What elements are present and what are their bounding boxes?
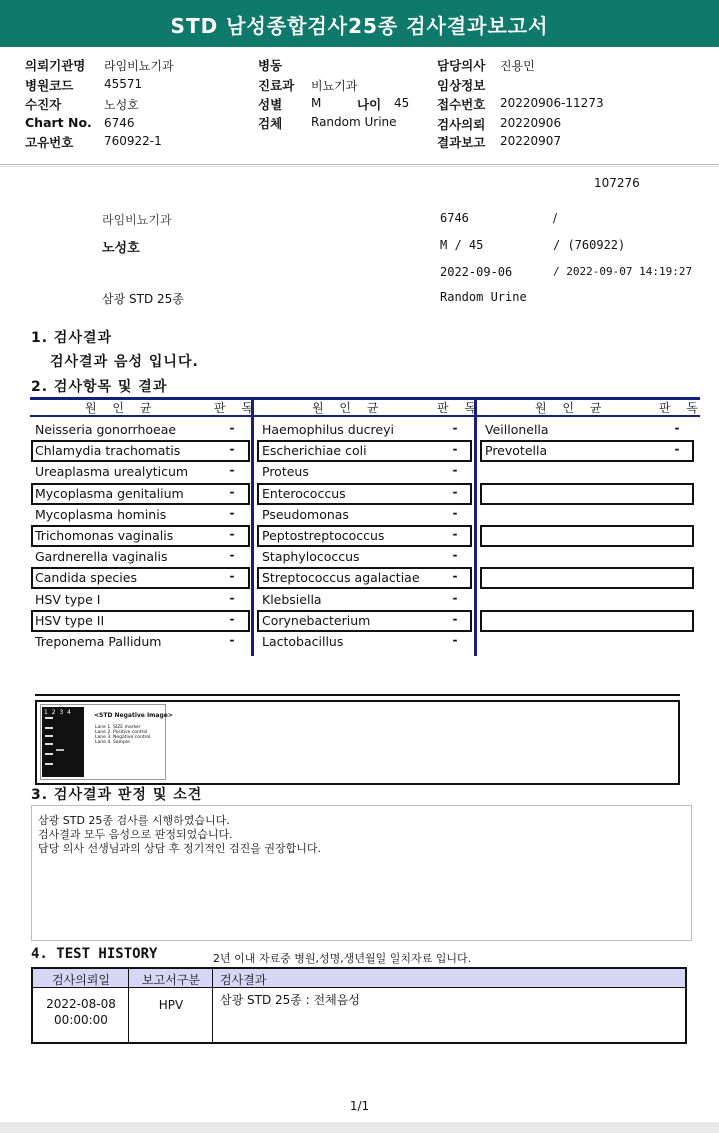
organism-name: Neisseria gonorrhoeae <box>35 422 177 437</box>
organism-result: - <box>452 548 458 563</box>
info-value: 45571 <box>104 77 143 91</box>
organism-result: - <box>452 484 458 499</box>
gel-top-rule <box>35 694 680 696</box>
gel-legend-item: Lane 2. Positive control <box>95 730 148 735</box>
section1-title: 1. 검사결과 <box>31 330 113 346</box>
organism-name: Pseudomonas <box>262 506 349 522</box>
summary-sex-age: M / 45 <box>440 238 484 252</box>
info-label: Chart No. <box>25 115 92 130</box>
findings-line: 담당 의사 선생님과의 상담 후 정기적인 검진을 권장합니다. <box>38 842 321 855</box>
organism-name: Peptostreptococcus <box>262 528 385 543</box>
report-title: STD 남성종합검사25종 검사결과보고서 <box>170 14 549 38</box>
info-label: 검체 <box>258 116 283 131</box>
info-value: 진용민 <box>500 59 535 73</box>
summary-patient: 노성호 <box>102 241 140 256</box>
organism-name: Escherichiae coli <box>262 443 367 459</box>
info-value: 20220906 <box>500 116 562 130</box>
organism-result: - <box>229 442 235 457</box>
organism-name: Gardnerella vaginalis <box>35 549 168 565</box>
gel-legend <box>95 725 150 745</box>
table-column-separator <box>474 397 477 656</box>
info-label: 나이 <box>357 97 382 112</box>
summary-hospital: 라임비뇨기과 <box>102 213 172 227</box>
info-value: 6746 <box>104 116 135 130</box>
summary-number: 107276 <box>594 176 640 190</box>
page-number: 1/1 <box>349 1099 370 1113</box>
info-value: 노성호 <box>104 98 139 112</box>
organism-result: - <box>229 505 235 520</box>
history-row-time: 00:00:00 <box>54 1013 108 1027</box>
info-label: 진료과 <box>258 78 295 93</box>
history-header-type: 보고서구분 <box>142 973 200 987</box>
organism-result: - <box>229 633 235 647</box>
organism-result: - <box>229 590 235 605</box>
organism-name: HSV type II <box>35 612 105 628</box>
summary-id: / (760922) <box>553 238 626 252</box>
organism-result: - <box>452 633 458 647</box>
info-label: 접수번호 <box>437 97 486 112</box>
info-value: 45 <box>394 96 410 110</box>
info-value: Random Urine <box>311 115 397 129</box>
organism-result: - <box>452 527 458 541</box>
organism-result: - <box>452 442 458 457</box>
organism-name: Chlamydia trachomatis <box>35 443 181 459</box>
info-value: 20220907 <box>500 134 562 148</box>
history-row-result: 삼광 STD 25종 : 전체음성 <box>220 993 360 1007</box>
section2-title: 2. 검사항목 및 결과 <box>31 379 168 395</box>
info-value: 라임비뇨기과 <box>104 59 174 73</box>
info-value: 비뇨기과 <box>311 79 358 93</box>
page-bottom-band <box>0 1122 719 1133</box>
organism-result: - <box>229 484 235 499</box>
organism-result: - <box>229 421 235 435</box>
findings-line: 검사결과 모두 음성으로 판정되었습니다. <box>38 828 233 841</box>
summary-test-name: 삼광 STD 25종 <box>102 292 184 306</box>
organism-name: Corynebacterium <box>262 612 371 628</box>
organism-name: Trichomonas vaginalis <box>35 528 174 543</box>
organism-name: Veillonella <box>485 422 549 437</box>
gel-legend-item: Lane 1. SIZE marker <box>95 725 141 730</box>
col-header-name: 원 인 균 <box>85 401 158 415</box>
organism-result: - <box>229 611 235 626</box>
organism-name: Candida species <box>35 570 137 586</box>
gel-image <box>42 707 84 777</box>
organism-result: - <box>452 611 458 626</box>
organism-result: - <box>229 527 235 541</box>
col-header-name: 원 인 균 <box>312 401 385 415</box>
organism-name: Staphylococcus <box>262 549 360 565</box>
organism-result: - <box>452 569 458 584</box>
organism-name: Klebsiella <box>262 591 322 607</box>
organism-result: - <box>674 421 680 435</box>
organism-result: - <box>452 421 458 435</box>
col-header-judge: 판 독 <box>214 401 259 415</box>
info-label: 담당의사 <box>437 58 486 73</box>
info-label: 병동 <box>258 58 283 73</box>
organism-name: Prevotella <box>485 443 548 459</box>
organism-result: - <box>229 548 235 563</box>
result-row-box <box>480 567 694 589</box>
history-row-date: 2022-08-08 <box>46 997 116 1011</box>
summary-chart: 6746 <box>440 211 469 225</box>
info-label: 결과보고 <box>437 135 486 150</box>
info-value: 760922-1 <box>104 134 162 148</box>
result-row-box <box>480 610 694 632</box>
findings-line: 삼광 STD 25종 검사를 시행하였습니다. <box>38 814 230 827</box>
info-value: M <box>311 96 322 110</box>
section4-title: 4. TEST HISTORY <box>31 946 158 962</box>
organism-result: - <box>229 569 235 584</box>
gel-lane-labels: 1 2 3 4 <box>44 709 72 716</box>
info-label: 의뢰기관명 <box>25 58 86 73</box>
history-row-type: HPV <box>158 998 184 1012</box>
gel-legend-item: Lane 3. Negative control <box>95 735 151 740</box>
col-header-name: 원 인 균 <box>535 401 608 415</box>
organism-name: Lactobacillus <box>262 634 344 649</box>
organism-name: Proteus <box>262 464 309 480</box>
result-row-box <box>480 525 694 547</box>
organism-name: Mycoplasma hominis <box>35 506 167 522</box>
organism-result: - <box>229 463 235 478</box>
organism-result: - <box>452 505 458 520</box>
gel-title: <STD Negative Image> <box>94 712 173 719</box>
section3-title: 3. 검사결과 판정 및 소견 <box>31 787 203 803</box>
findings-box <box>31 805 692 941</box>
gel-legend-item: Lane 4. Sample <box>95 740 130 745</box>
summary-report-datetime: / 2022-09-07 14:19:27 <box>553 265 693 278</box>
result-row-box <box>480 483 694 505</box>
organism-result: - <box>674 442 680 457</box>
section1-result: 검사결과 음성 입니다. <box>50 354 199 370</box>
history-table <box>31 967 687 1044</box>
info-label: 임상정보 <box>437 78 486 93</box>
organism-name: Streptococcus agalactiae <box>262 570 420 586</box>
col-header-judge: 판 독 <box>437 401 482 415</box>
organism-name: Ureaplasma urealyticum <box>35 464 189 480</box>
info-label: 병원코드 <box>25 78 74 93</box>
history-header-result: 검사결과 <box>220 973 267 987</box>
organism-result: - <box>452 463 458 478</box>
history-header-date: 검사의뢰일 <box>52 973 110 987</box>
organism-result: - <box>452 590 458 605</box>
divider <box>0 164 719 165</box>
summary-slash: / <box>553 211 558 225</box>
summary-date: 2022-09-06 <box>440 265 513 279</box>
info-label: 성별 <box>258 97 283 112</box>
organism-name: HSV type I <box>35 591 101 607</box>
col-header-judge: 판 독 <box>659 401 704 415</box>
organism-name: Mycoplasma genitalium <box>35 485 184 501</box>
summary-specimen: Random Urine <box>440 290 527 304</box>
info-label: 수진자 <box>25 97 62 112</box>
organism-name: Treponema Pallidum <box>35 634 162 649</box>
organism-name: Enterococcus <box>262 485 346 501</box>
divider <box>0 166 719 167</box>
table-column-separator <box>251 397 254 656</box>
section4-note: 2년 이내 자료중 병원,성명,생년월일 일치자료 입니다. <box>213 952 472 965</box>
organism-name: Haemophilus ducreyi <box>262 422 394 437</box>
info-value: 20220906-11273 <box>500 96 604 110</box>
info-label: 고유번호 <box>25 135 74 150</box>
info-label: 검사의뢰 <box>437 117 486 132</box>
